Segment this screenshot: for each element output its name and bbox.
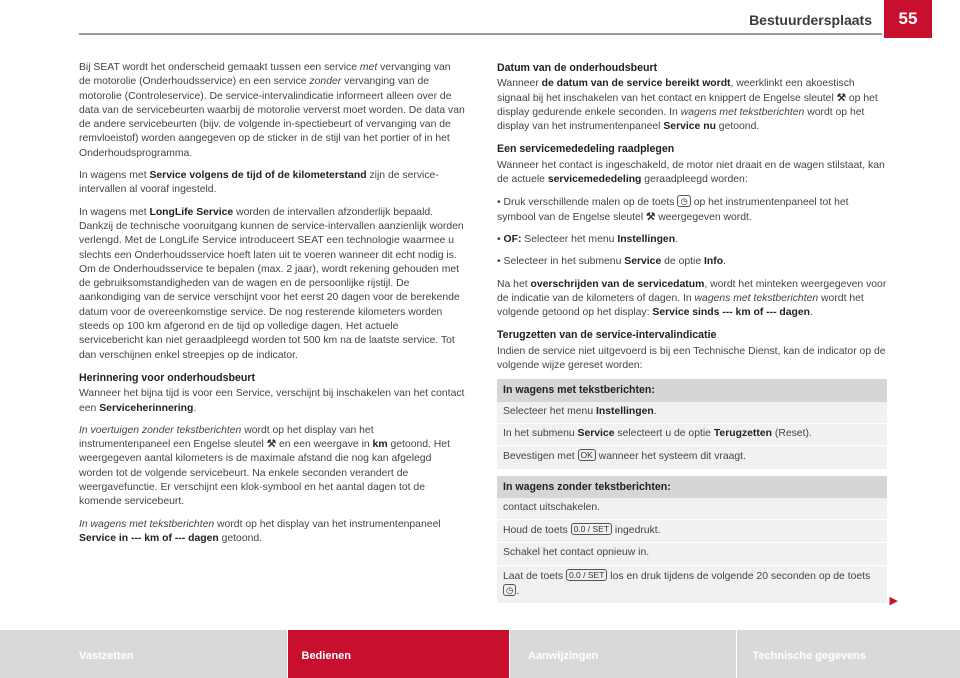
- box-step: Schakel het contact opnieuw in.: [497, 543, 887, 565]
- ok-key-icon: OK: [578, 449, 596, 461]
- set-key-icon: 0.0 / SET: [571, 523, 612, 535]
- box-step: contact uitschakelen.: [497, 498, 887, 520]
- box-heading-without-text: In wagens zonder tekstberichten:: [497, 476, 887, 498]
- paragraph-time-distance: In wagens met Service volgens de tijd of de kilometerstand zijn de service-intervallen al vooraf ingesteld.: [79, 170, 439, 196]
- heading-reset-indicator: Terugzetten van de service-intervalindicatie: [497, 329, 717, 342]
- page-header-title: Bestuurdersplaats: [749, 12, 872, 28]
- paragraph-longlife: In wagens met LongLife Service worden de intervallen afzonderlijk bepaald. Dankzij de technische vooruitgang kunnen de service-intervallen aanzienlijk worden verlengd. Met de LongLife Service introduceert SEAT een technologie waarmee u slechts een Onderhoudsservice hoeft laten uit te voeren wanneer dit echt nodig is. Om de Onderhoudsservice te bepalen (max. 2 jaar), wordt rekening gehouden met de gebruiksomstandigheden van de wagen en de persoonlijke rijstijl. De aankondiging van de service verschijnt voor het eerst 20 dagen voor de berekende datum voor de overeenkomstige service. De nog resterende kilometers worden steeds op 100 km afgerond en de tijd op volledige dagen. Het actuele servicebericht kan niet geraadpleegd worden tot 500 km na de laatste service. Tot dan verschijnen enkel streepjes op de indicator.: [79, 206, 464, 361]
- tab-technische-gegevens[interactable]: Technische gegevens: [737, 630, 960, 678]
- paragraph-service-date: Wanneer de datum van de service bereikt wordt, weerklinkt een akoestisch signaal bij het inschakelen van het contact en knippert de Engelse sleutel ⚒ op het display gedurende enkele seconden. In wagens met tekstberichten wordt op het display van het instrumentenpaneel Service nu getoond.: [497, 78, 878, 133]
- box-step: Bevestigen met OK wanneer het systeem dit vraagt.: [497, 446, 887, 469]
- heading-service-reminder: Herinnering voor onderhoudsbeurt: [79, 371, 255, 384]
- box-step: Laat de toets 0.0 / SET los en druk tijdens de volgende 20 seconden op de toets ◷ .: [497, 566, 887, 605]
- page-number: 55: [884, 0, 932, 38]
- clock-key-icon: ◷: [503, 584, 516, 596]
- wrench-icon: ⚒: [646, 211, 656, 223]
- box-step: In het submenu Service selecteert u de optie Terugzetten (Reset).: [497, 424, 887, 446]
- tab-vastzetten[interactable]: Vastzetten: [0, 630, 288, 678]
- bullet-submenu-info: • Selecteer in het submenu Service de optie Info.: [497, 256, 726, 268]
- box-step: Houd de toets 0.0 / SET ingedrukt.: [497, 520, 887, 543]
- wrench-icon: ⚒: [266, 439, 277, 451]
- left-column: [79, 61, 465, 554]
- box-heading-with-text: In wagens met tekstberichten:: [497, 379, 887, 401]
- box-without-text-messages: [497, 476, 887, 605]
- heading-service-date: Datum van de onderhoudsbeurt: [497, 62, 658, 74]
- wrench-icon: ⚒: [836, 92, 846, 104]
- heading-consult-message: Een servicemededeling raadplegen: [497, 143, 675, 156]
- paragraph-reminder: Wanneer het bijna tijd is voor een Service, verschijnt bij inschakelen van het contact een Serviceherinnering.: [79, 388, 465, 414]
- bullet-press-key: • Druk verschillende malen op de toets ◷ op het instrumentenpaneel tot het symbool van de Engelse sleutel ⚒ weergegeven wordt.: [497, 195, 887, 225]
- paragraph-service-types: Bij SEAT wordt het onderscheid gemaakt tussen een service met vervanging van de motorolie (Onderhoudsservice) en een service zonder vervanging van de motorolie (Controleservice). De service-intervalindicatie informeert alleen over de data van de servicebeurten waarbij de motorolie ververst moet worden. De data van de andere servicebeurten (bijv. de volgende in-spectiebeurt of vervanging van de remvloeistof) worden aangegeven op de sticker in de stijl van het portier of in het Onderhoudsprogramma.: [79, 62, 465, 159]
- paragraph-text-messages: In wagens met tekstberichten wordt op het display van het instrumentenpaneel Service in --- km of --- dagen getoond.: [79, 518, 441, 544]
- header-rule: [79, 33, 882, 35]
- right-column: [497, 61, 887, 604]
- tab-bedienen[interactable]: Bedienen: [288, 630, 511, 678]
- footer-tabs: [0, 630, 960, 678]
- paragraph-consult: Wanneer het contact is ingeschakeld, de motor niet draait en de wagen stilstaat, kan de actuele servicemededeling geraadpleegd worden:: [497, 159, 885, 186]
- bullet-settings-menu: • OF: Selecteer het menu Instellingen.: [497, 233, 678, 245]
- paragraph-no-text-messages: In voertuigen zonder tekstberichten wordt op het display van het instrumentenpaneel een Engelse sleutel ⚒ en een weergave in km getoond. Het weergegeven aantal kilometers is de maximale afstand die nog kan afgelegd worden tot de volgende servicebeurt. Na enkele seconden verandert de weergavefunctie. Er verschijnt een klok-symbool en het aantal dagen tot de komende servicebeurt.: [79, 424, 450, 508]
- box-with-text-messages: [497, 379, 887, 469]
- set-key-icon: 0.0 / SET: [566, 569, 607, 581]
- tab-aanwijzingen[interactable]: Aanwijzingen: [510, 630, 737, 678]
- paragraph-reset-intro: Indien de service niet uitgevoerd is bij een Technische Dienst, kan de indicator op de volgende wijze gereset worden:: [497, 345, 886, 372]
- continue-arrow-icon: ▶: [889, 595, 898, 607]
- box-step: Selecteer het menu Instellingen.: [497, 402, 887, 424]
- clock-key-icon: ◷: [677, 195, 690, 207]
- paragraph-overdue: Na het overschrijden van de servicedatum, wordt het minteken weergegeven voor de indicatie van de kilometers of dagen. In wagens met tekstberichten wordt het volgende getoond op het display: Service sinds --- km of --- dagen.: [497, 278, 887, 319]
